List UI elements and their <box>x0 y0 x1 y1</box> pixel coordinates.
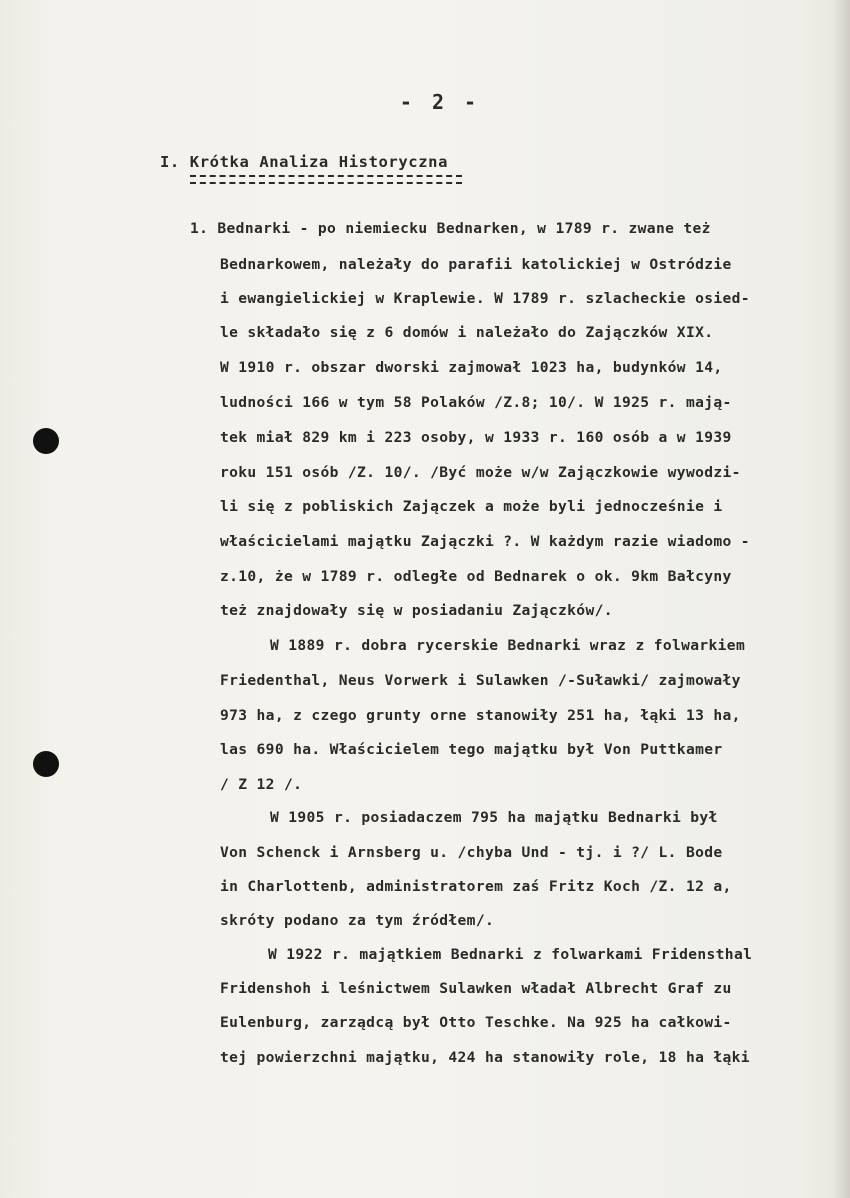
text-line-24: Eulenburg, zarządcą był Otto Teschke. Na 925 ha całkowi- <box>220 1014 732 1031</box>
text-line-14: Friedenthal, Neus Vorwerk i Sulawken /-Suławki/ zajmowały <box>220 672 741 689</box>
text-line-25: tej powierzchni majątku, 424 ha stanowiły role, 18 ha łąki <box>220 1049 750 1066</box>
punch-hole-top <box>33 428 59 454</box>
text-line-6: ludności 166 w tym 58 Polaków /Z.8; 10/. W 1925 r. mają- <box>220 394 732 411</box>
text-line-20: in Charlottenb, administratorem zaś Fritz Koch /Z. 12 a, <box>220 878 732 895</box>
text-line-18: W 1905 r. posiadaczem 795 ha majątku Bednarki był <box>270 809 718 826</box>
text-line-7: tek miał 829 km i 223 osoby, w 1933 r. 160 osób a w 1939 <box>220 429 732 446</box>
text-line-3: i ewangielickiej w Kraplewie. W 1789 r. szlacheckie osied- <box>220 290 750 307</box>
section-heading: I. Krótka Analiza Historyczna <box>160 153 449 171</box>
page-edge-shadow <box>832 0 850 1198</box>
page-number: - 2 - <box>399 90 481 114</box>
text-line-15: 973 ha, z czego grunty orne stanowiły 251 ha, łąki 13 ha, <box>220 707 741 724</box>
text-line-21: skróty podano za tym źródłem/. <box>220 912 495 929</box>
text-line-2: Bednarkowem, należały do parafii katolickiej w Ostródzie <box>220 256 732 273</box>
text-line-5: W 1910 r. obszar dworski zajmował 1023 ha, budynków 14, <box>220 359 723 376</box>
text-line-9: li się z pobliskich Zajączek a może byli jednocześnie i <box>220 498 723 515</box>
heading-underline <box>190 175 462 184</box>
text-line-16: las 690 ha. Właścicielem tego majątku był Von Puttkamer <box>220 741 723 758</box>
punch-hole-bottom <box>33 751 59 777</box>
text-line-13: W 1889 r. dobra rycerskie Bednarki wraz z folwarkiem <box>270 637 746 654</box>
text-line-19: Von Schenck i Arnsberg u. /chyba Und - tj. i ?/ L. Bode <box>220 844 723 861</box>
text-line-12: też znajdowały się w posiadaniu Zajączków/. <box>220 602 613 619</box>
text-line-1: 1. Bednarki - po niemiecku Bednarken, w 1789 r. zwane też <box>190 220 711 237</box>
text-line-8: roku 151 osób /Z. 10/. /Być może w/w Zajączkowie wywodzi- <box>220 464 741 481</box>
text-line-11: z.10, że w 1789 r. odległe od Bednarek o ok. 9km Bałcyny <box>220 568 732 585</box>
text-line-10: właścicielami majątku Zajączki ?. W każdym razie wiadomo - <box>220 533 750 550</box>
text-line-17: / Z 12 /. <box>220 776 303 793</box>
text-line-22: W 1922 r. majątkiem Bednarki z folwarkami Fridensthal <box>268 946 753 963</box>
text-line-23: Fridenshoh i leśnictwem Sulawken władał Albrecht Graf zu <box>220 980 732 997</box>
text-line-4: le składało się z 6 domów i należało do Zajączków XIX. <box>220 324 714 341</box>
